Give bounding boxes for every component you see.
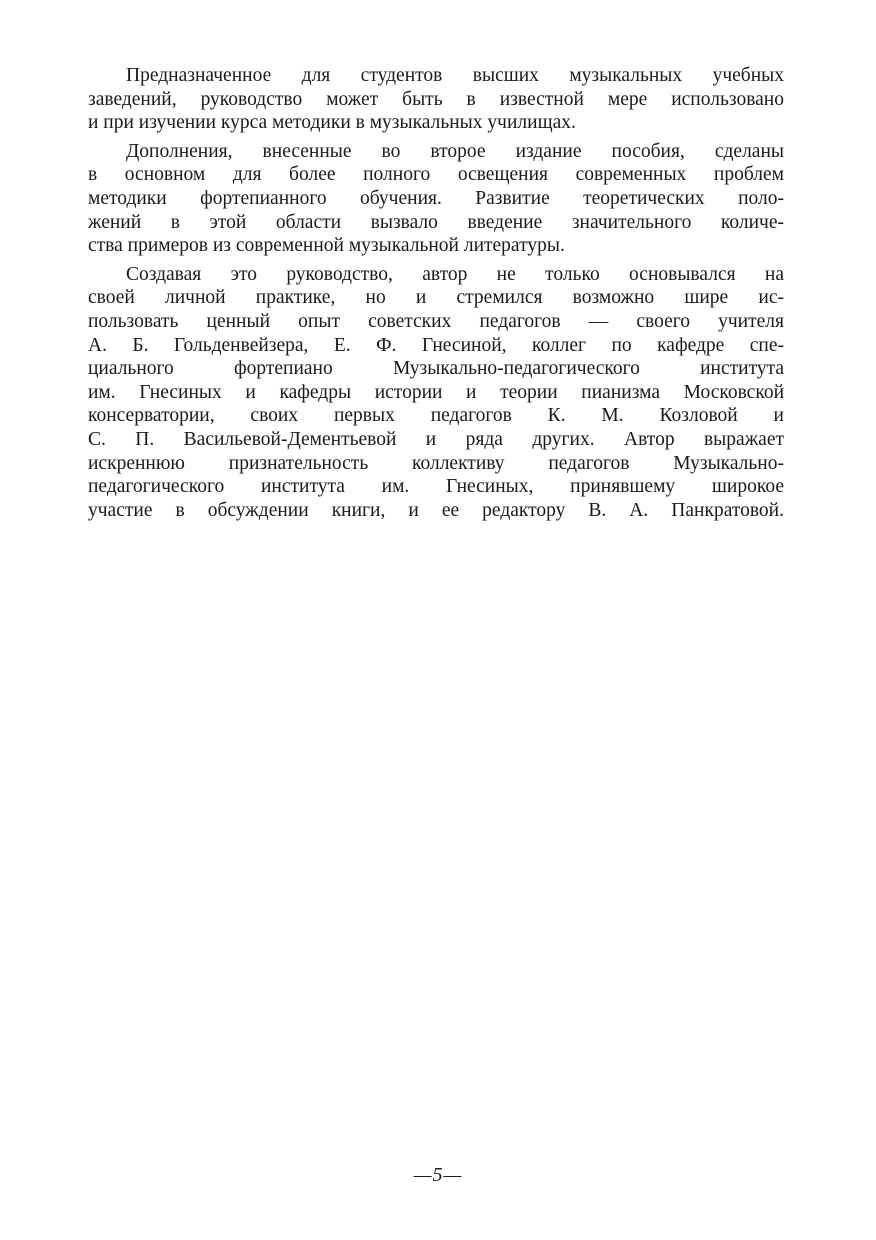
text-line: ства примеров из современной музыкальной литературы. — [88, 235, 565, 257]
text-line: Дополнения, внесенные во второе издание пособия, сделаны — [126, 140, 784, 162]
text-line: консерватории, своих первых педагогов К. М. Козловой и — [88, 405, 784, 427]
paragraph-3 — [88, 263, 784, 523]
paragraph-2 — [88, 140, 784, 258]
text-line: жений в этой области вызвало введение значительного количе- — [88, 211, 784, 233]
text-line: педагогического института им. Гнесиных, принявшему широкое — [88, 476, 784, 498]
text-line: искреннюю признательность коллективу педагогов Музыкально- — [88, 452, 784, 474]
text-line: и при изучении курса методики в музыкальных училищах. — [88, 112, 576, 134]
text-line: своей личной практике, но и стремился возможно шире ис- — [88, 287, 784, 309]
text-line: Предназначенное для студентов высших музыкальных учебных — [126, 65, 784, 86]
text-line: в основном для более полного освещения современных проблем — [88, 164, 784, 186]
text-line: методики фортепианного обучения. Развитие теоретических поло- — [88, 187, 784, 209]
paragraph-1 — [88, 64, 784, 135]
body-text — [88, 64, 784, 527]
text-line: заведений, руководство может быть в известной мере использовано — [88, 88, 784, 110]
text-line: им. Гнесиных и кафедры истории и теории пианизма Московской — [88, 381, 784, 403]
page-number: —5— — [413, 1164, 463, 1186]
text-line: циального фортепиано Музыкально-педагогического института — [88, 358, 784, 380]
text-line: пользовать ценный опыт советских педагогов — своего учителя — [88, 310, 784, 332]
text-line: С. П. Васильевой-Дементьевой и ряда других. Автор выражает — [88, 428, 784, 450]
text-line: Создавая это руководство, автор не только основывался на — [126, 263, 784, 285]
text-line: участие в обсуждении книги, и ее редактору В. А. Панкратовой. — [88, 499, 784, 521]
text-line: А. Б. Гольденвейзера, Е. Ф. Гнесиной, коллег по кафедре спе- — [88, 334, 784, 356]
